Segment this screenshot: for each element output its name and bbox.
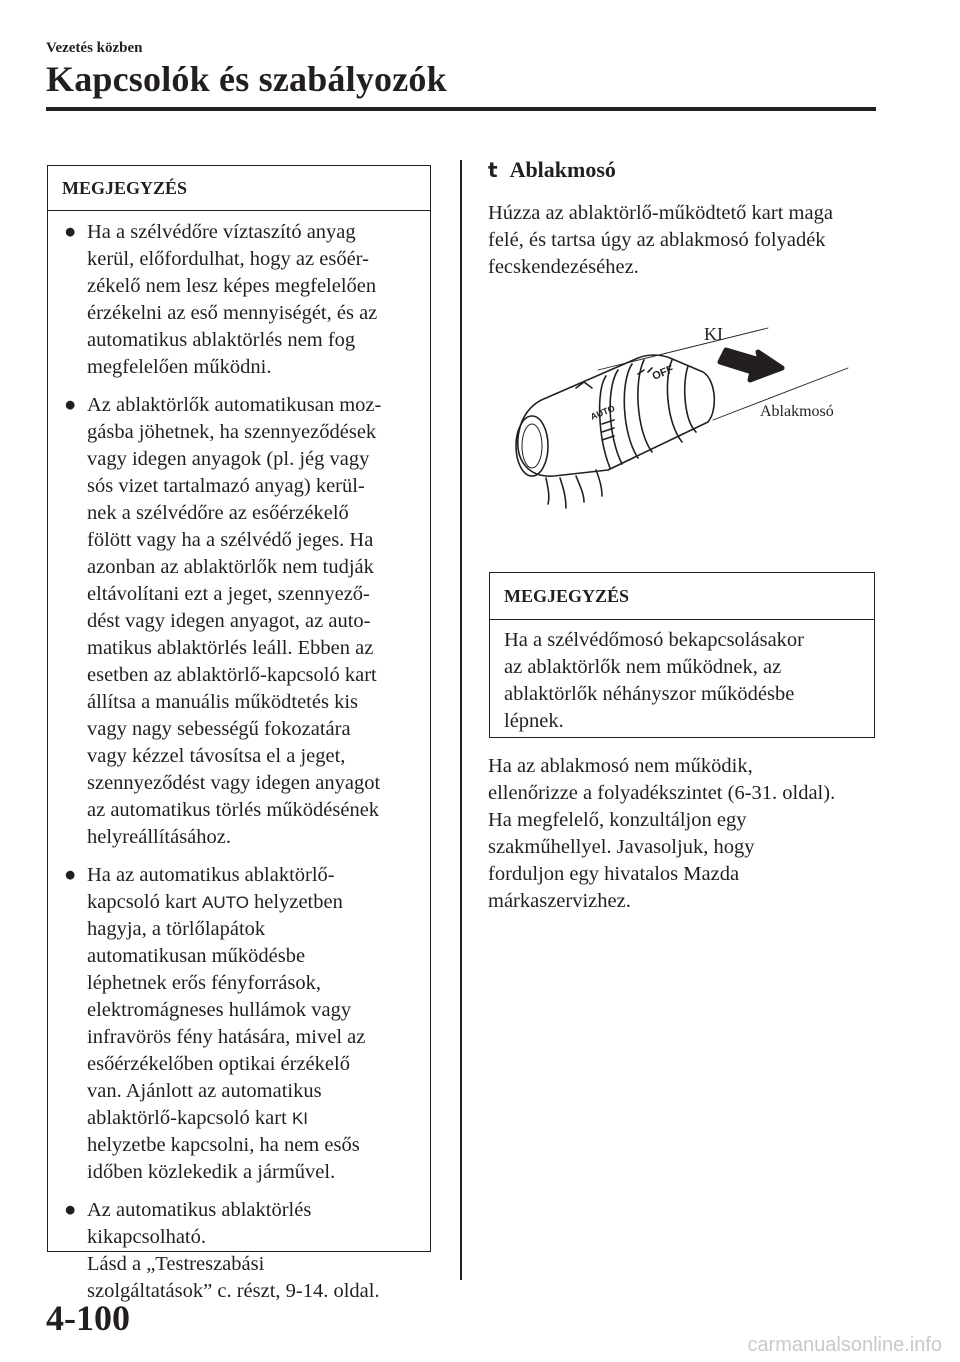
text-line: esetben az ablaktörlő-kapcsoló kart: [87, 664, 377, 686]
section-heading-text: Ablakmosó: [509, 157, 616, 182]
title-rule: [46, 107, 876, 111]
text-fragment: ablaktörlő-kapcsoló kart: [87, 1107, 292, 1129]
text-line: fölött vagy ha a szélvédő jeges. Ha: [87, 529, 374, 551]
lever-ring: [624, 364, 638, 458]
text-line: állítsa a manuális működtetés kis: [87, 691, 359, 713]
text-line: megfelelően működni.: [87, 356, 272, 378]
text-line: szakműhellyel. Javasoljuk, hogy: [488, 836, 755, 858]
off-position-label: KI: [291, 1109, 308, 1128]
motion-line: [560, 478, 566, 508]
note-heading: MEGJEGYZÉS: [48, 166, 430, 211]
lever-auto-marking: AUTO: [589, 403, 617, 422]
bullet-icon: ●: [64, 1199, 77, 1221]
text-line: sós vizet tartalmazó anyag) kerül-: [87, 475, 365, 497]
text-line: esőérzékelőben optikai érzékelő: [87, 1053, 350, 1075]
text-line: hagyja, a törlőlapátok: [87, 918, 266, 940]
lever-off-marking: OFF: [650, 363, 676, 383]
text-line: Az ablaktörlők automatikusan moz-: [87, 394, 382, 416]
text-line: felé, és tartsa úgy az ablakmosó folyadék: [488, 229, 826, 251]
text-line: vagy kézzel távosítsa el a jeget,: [87, 745, 346, 767]
figure-label-off: KI: [704, 324, 723, 344]
note-bullet-item: [62, 219, 420, 381]
text-fragment: helyzetben: [248, 891, 343, 913]
lever-ring: [610, 370, 622, 464]
text-line: van. Ajánlott az automatikus: [87, 1080, 322, 1102]
auto-position-label: AUTO: [202, 893, 249, 912]
text-line: forduljon egy hivatalos Mazda: [488, 863, 740, 885]
text-line: Az automatikus ablaktörlés: [87, 1199, 312, 1221]
text-line: vagy nagy sebességű fokozatára: [87, 718, 351, 740]
pull-arrow-icon: [720, 350, 782, 380]
note-bullet-item: [62, 862, 420, 1186]
text-line: matikus ablaktörlés leáll. Ebben az: [87, 637, 374, 659]
text-line: zékelő nem lesz képes megfelelően: [87, 275, 377, 297]
text-line: dést vagy idegen anyagot, az auto-: [87, 610, 371, 632]
text-line: elektromágneses hullámok vagy: [87, 999, 352, 1021]
lever-ring: [685, 366, 696, 432]
text-line: gásba jöhetnek, ha szennyeződések: [87, 421, 377, 443]
text-line: időben közlekedik a járművel.: [87, 1161, 336, 1183]
text-line: kikapcsolható.: [87, 1226, 206, 1248]
text-line: Ha a szélvédőmosó bekapcsolásakor: [504, 629, 804, 651]
text-line: lépnek.: [504, 710, 564, 732]
bullet-icon: ●: [64, 394, 77, 416]
text-line: kerül, előfordulhat, hogy az esőér-: [87, 248, 369, 270]
motion-line: [576, 476, 584, 502]
text-line: helyzetbe kapcsolni, ha nem esős: [87, 1134, 360, 1156]
lever-end-cap: [516, 416, 548, 476]
text-line: márkaszervizhez.: [488, 890, 631, 912]
text-line: Ha megfelelő, konzultáljon egy: [488, 809, 747, 831]
text-line: [87, 1105, 420, 1132]
note-bullet-item: [62, 392, 420, 851]
note-body: [490, 620, 874, 735]
text-line: az automatikus törlés működésének: [87, 799, 380, 821]
motion-line: [596, 470, 602, 496]
text-line: Ha a szélvédőre víztaszító anyag: [87, 221, 356, 243]
page-number: 4-100: [46, 1298, 130, 1338]
bullet-icon: ●: [64, 221, 77, 243]
section-heading: [488, 157, 616, 183]
note-bullet-item: [62, 1197, 420, 1305]
lever-ring: [638, 360, 652, 452]
text-line: ablaktörlők néhányszor működésbe: [504, 683, 795, 705]
text-line: ellenőrizze a folyadékszintet (6-31. oldal).: [488, 782, 836, 804]
text-line: vagy idegen anyagok (pl. jég vagy: [87, 448, 370, 470]
note-heading: MEGJEGYZÉS: [490, 573, 874, 620]
section-label: Vezetés közben: [46, 40, 143, 56]
text-line: automatikus ablaktörlés nem fog: [87, 329, 356, 351]
outro-paragraph: [488, 753, 878, 915]
text-line: Lásd a „Testreszabási: [87, 1253, 265, 1275]
text-line: fecskendezéséhez.: [488, 256, 639, 278]
text-fragment: kapcsoló kart: [87, 891, 202, 913]
text-line: nek a szélvédőre az esőérzékelő: [87, 502, 349, 524]
text-line: az ablaktörlők nem működnek, az: [504, 656, 782, 678]
section-marker: t: [488, 158, 498, 182]
text-line: infravörös fény hatására, mivel az: [87, 1026, 366, 1048]
speed-mark: [602, 436, 614, 440]
column-divider: [460, 160, 462, 1280]
text-line: Ha az ablakmosó nem működik,: [488, 755, 753, 777]
wiper-lever-illustration: [488, 310, 878, 540]
text-line: léphetnek erős fényforrások,: [87, 972, 321, 994]
left-note-box: [47, 165, 431, 1302]
text-line: érzékelni az eső mennyiségét, és az: [87, 302, 378, 324]
text-line: [87, 889, 420, 916]
text-line: automatikusan működésbe: [87, 945, 306, 967]
right-note-box: [489, 572, 875, 738]
text-line: Ha az automatikus ablaktörlő-: [87, 864, 335, 886]
watermark: carmanualsonline.info: [747, 1334, 942, 1356]
page-title: Kapcsolók és szabályozók: [46, 59, 447, 99]
bullet-icon: ●: [64, 864, 77, 886]
text-line: Húzza az ablaktörlő-működtető kart maga: [488, 202, 833, 224]
text-line: szolgáltatások” c. részt, 9-14. oldal.: [87, 1280, 380, 1302]
text-line: azonban az ablaktörlők nem tudják: [87, 556, 374, 578]
figure-label-washer: Ablakmosó: [760, 403, 834, 420]
intro-paragraph: [488, 200, 878, 281]
chevron-up-icon: [576, 382, 592, 388]
text-line: helyreállításához.: [87, 826, 232, 848]
speed-mark: [602, 420, 614, 424]
note-body: [48, 211, 430, 1305]
text-line: eltávolítani ezt a jeget, szennyező-: [87, 583, 370, 605]
motion-line: [546, 478, 549, 504]
text-line: szennyeződést vagy idegen anyagot: [87, 772, 381, 794]
lever-end-cap-inner: [522, 424, 542, 468]
